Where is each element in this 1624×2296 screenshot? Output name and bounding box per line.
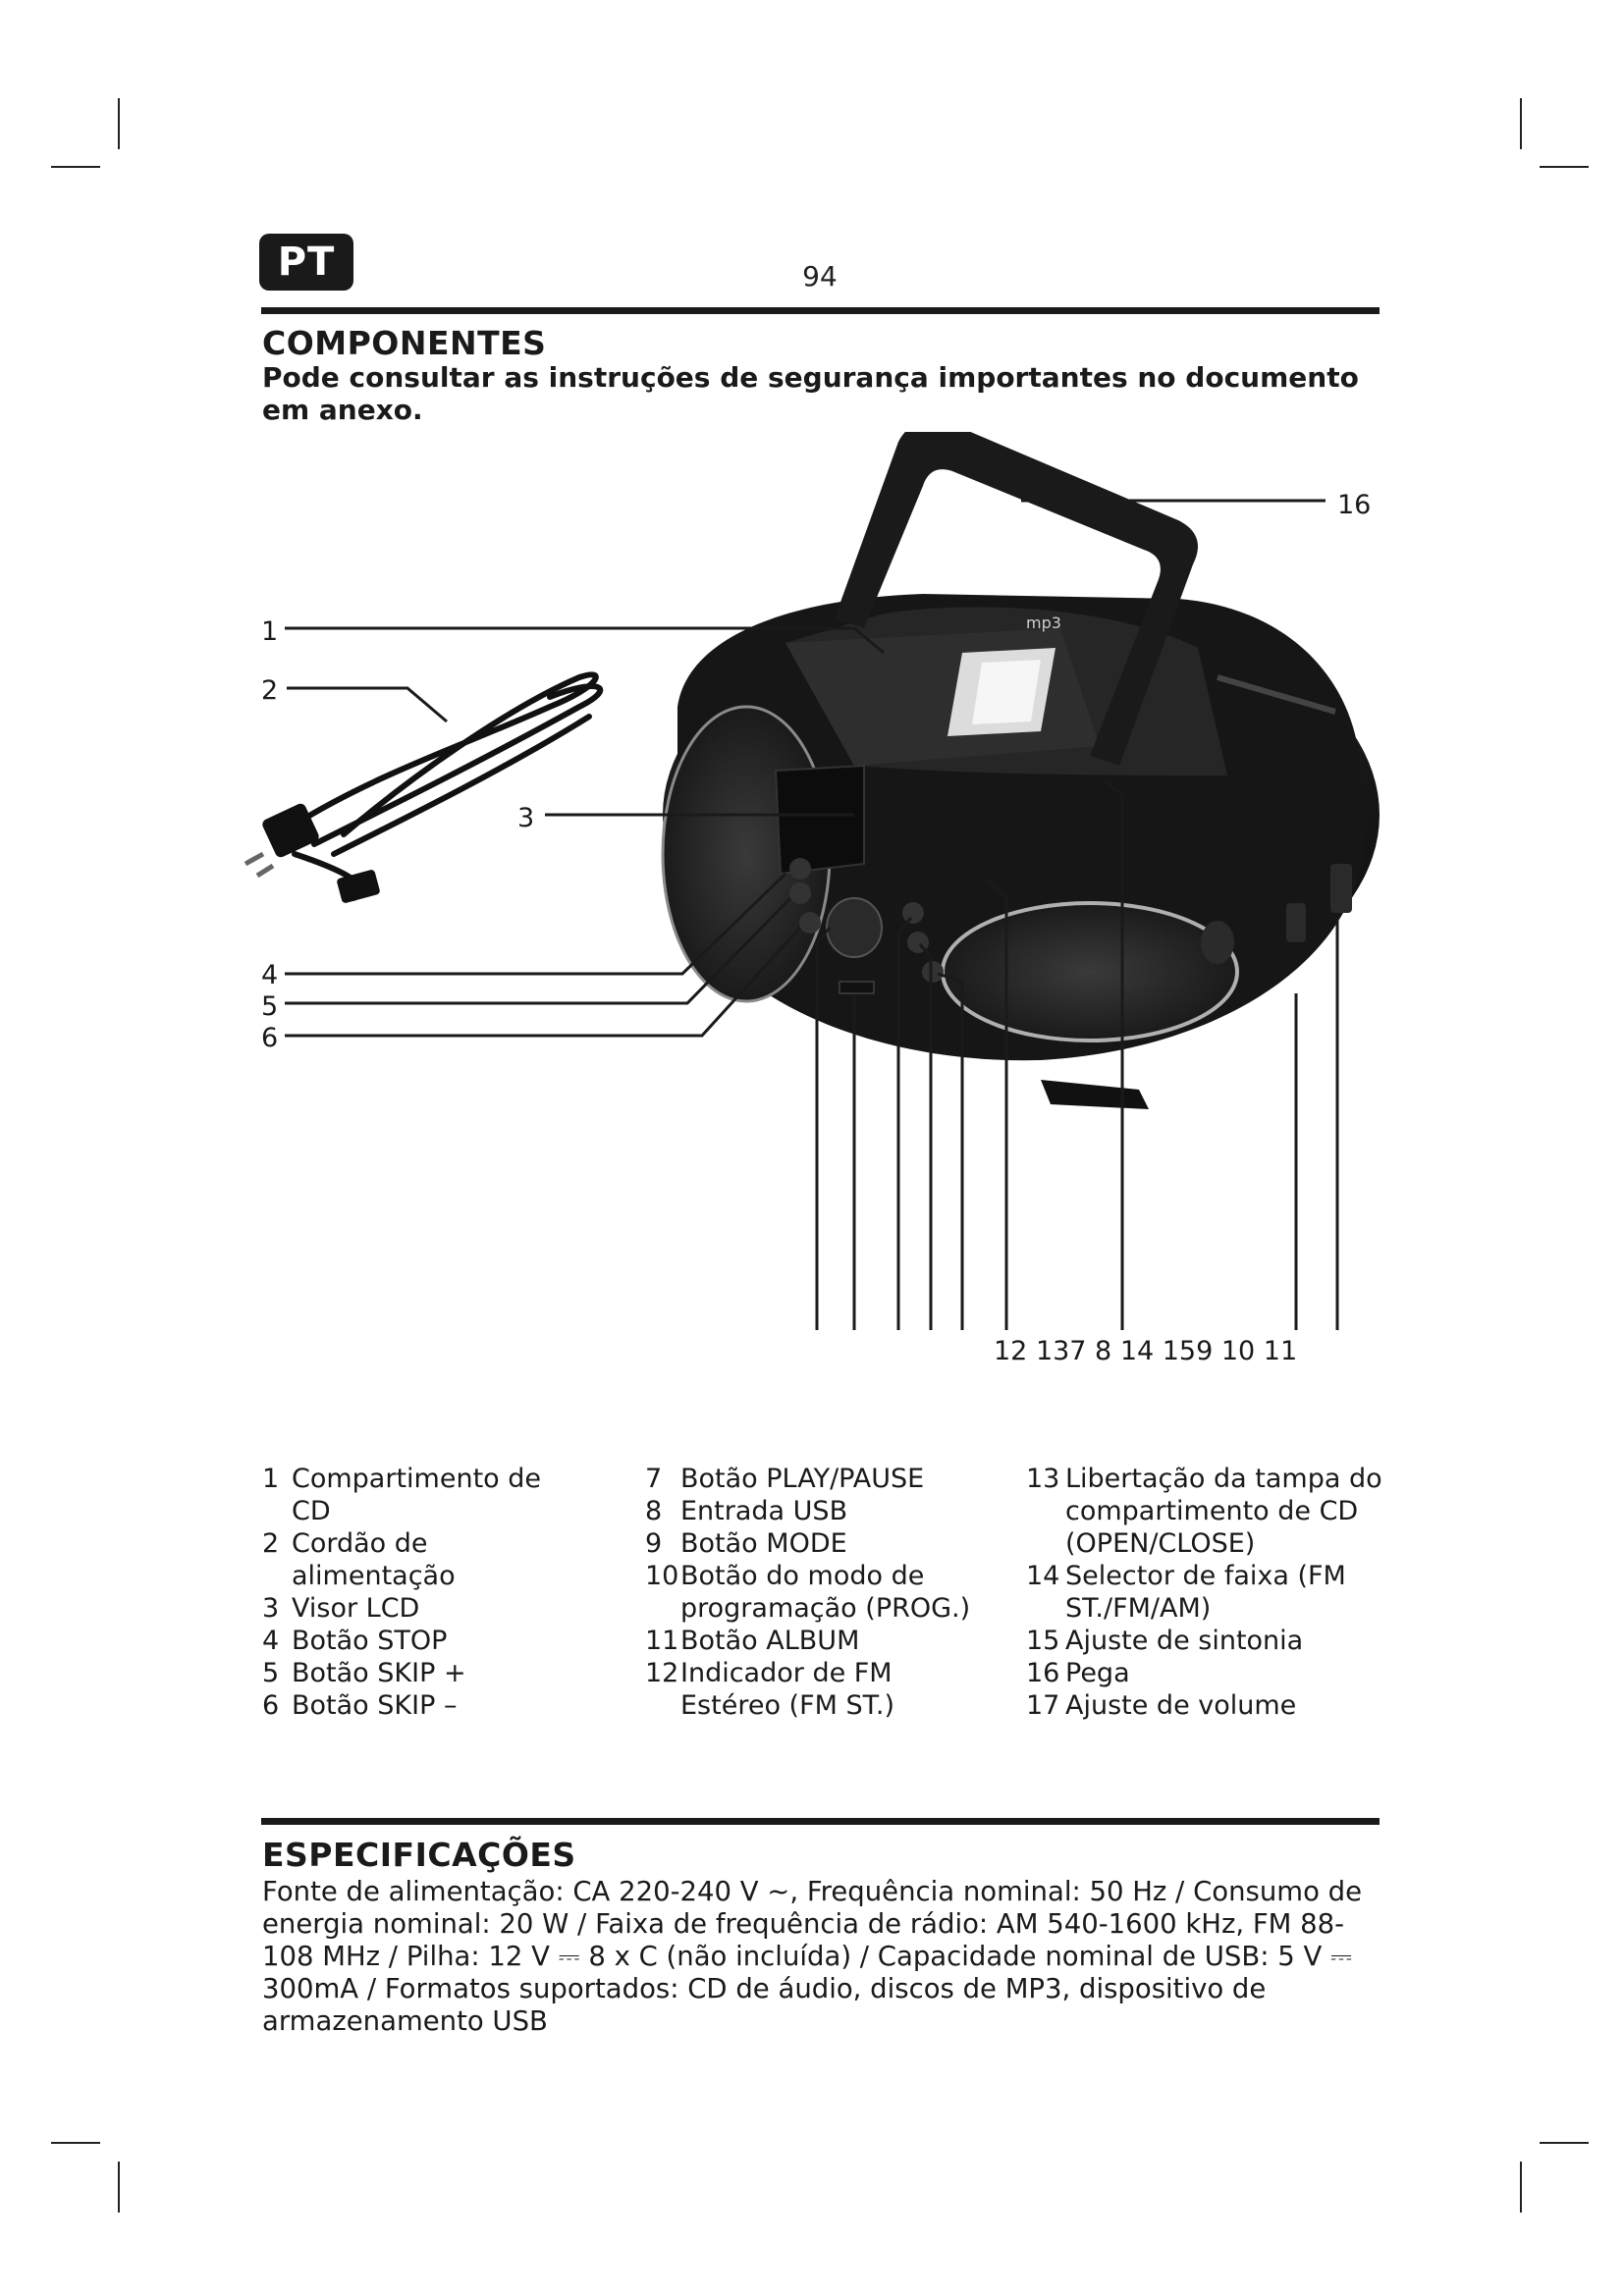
legend-item: 9 Botão MODE — [645, 1528, 847, 1559]
callout-2: 2 — [261, 675, 279, 706]
legend-column-1 — [262, 1463, 586, 1722]
svg-text:mp3: mp3 — [1026, 614, 1061, 632]
product-diagram — [0, 432, 1624, 1374]
legend-column-2 — [645, 1463, 994, 1722]
legend-item: 15 Ajuste de sintonia — [1026, 1626, 1304, 1656]
legend-item: 14 Selector de faixa (FM ST./FM/AM) — [1026, 1561, 1346, 1624]
crop-mark — [1520, 98, 1522, 149]
components-subtitle: Pode consultar as instruções de segurança importantes no documento em anexo. — [262, 361, 1359, 426]
legend-item: 6 Botão SKIP – — [262, 1690, 458, 1721]
crop-mark — [51, 166, 100, 168]
language-badge: PT — [259, 234, 353, 291]
crop-mark — [1540, 2142, 1589, 2144]
page-number: 94 — [802, 260, 838, 293]
legend-column-3 — [1026, 1463, 1384, 1722]
section-divider — [261, 307, 1380, 314]
crop-mark — [51, 2142, 100, 2144]
specs-title: ESPECIFICAÇÕES — [262, 1836, 576, 1874]
crop-mark — [1520, 2162, 1522, 2213]
legend-item: 17 Ajuste de volume — [1026, 1690, 1297, 1721]
legend-item: 16 Pega — [1026, 1658, 1130, 1688]
legend-item: 11 Botão ALBUM — [645, 1626, 860, 1656]
components-title: COMPONENTES — [262, 324, 547, 362]
callout-16: 16 — [1337, 490, 1372, 520]
legend-item: 2 Cordão de alimentação — [262, 1528, 456, 1591]
power-cord — [295, 674, 600, 898]
callout-1: 1 — [261, 616, 279, 647]
specs-text: Fonte de alimentação: CA 220-240 V ~, Frequência nominal: 50 Hz / Consumo de energia nominal: 20 W / Faixa de frequência de rádio: AM 540-1600 kHz, FM 88-108 MHz / Pilha: 12 V ⎓ 8 x C (não incluída) / Capacidade nominal de USB: 5 V ⎓ 300mA / Formatos suportados: CD de áudio, discos de MP3, dispositivo de armazenamento USB — [262, 1876, 1363, 2037]
callout-3: 3 — [517, 803, 535, 833]
callout-6: 6 — [261, 1023, 279, 1053]
legend-item: 1 Compartimento de CD — [262, 1464, 542, 1526]
legend-item: 12 Indicador de FM Estéreo (FM ST.) — [645, 1658, 895, 1721]
crop-mark — [118, 2162, 120, 2213]
legend-item: 3 Visor LCD — [262, 1593, 420, 1624]
legend-item: 5 Botão SKIP + — [262, 1658, 466, 1688]
callout-4: 4 — [261, 960, 279, 990]
callout-5: 5 — [261, 991, 279, 1022]
crop-mark — [118, 98, 120, 149]
legend-item: 7 Botão PLAY/PAUSE — [645, 1464, 925, 1494]
callout-bottom-numbers: 12 137 8 14 159 10 11 — [994, 1336, 1298, 1366]
legend-item: 13 Libertação da tampa do compartimento de CD (OPEN/CLOSE) — [1026, 1464, 1382, 1559]
boombox — [663, 432, 1380, 1109]
crop-mark — [1540, 166, 1589, 168]
legend-item: 10 Botão do modo de programação (PROG.) — [645, 1561, 971, 1624]
legend-item: 8 Entrada USB — [645, 1496, 848, 1526]
section-divider — [261, 1818, 1380, 1825]
legend-item: 4 Botão STOP — [262, 1626, 448, 1656]
